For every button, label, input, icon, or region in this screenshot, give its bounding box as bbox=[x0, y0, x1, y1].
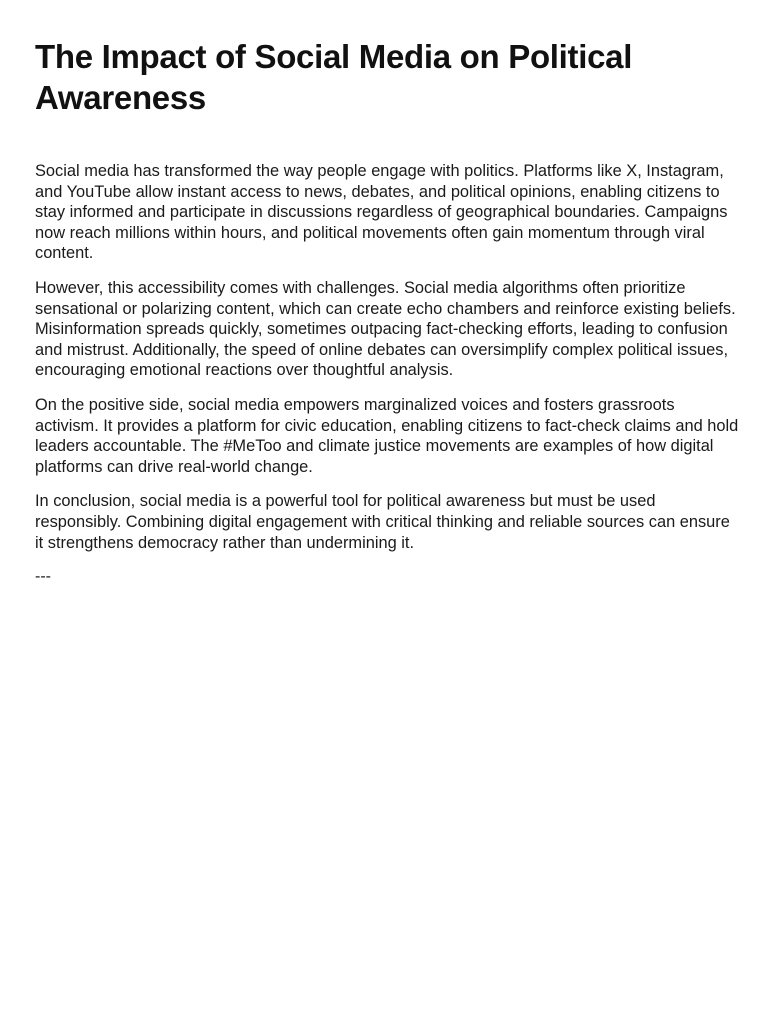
document-page bbox=[35, 36, 740, 587]
paragraph-positive-side: On the positive side, social media empowers marginalized voices and fosters grassroots activism. It provides a platform for civic education, enabling citizens to fact-check claims and hold leaders accountable. The #MeToo and climate justice movements are examples of how digital platforms can drive real-world change. bbox=[35, 395, 739, 476]
section-separator: --- bbox=[35, 568, 51, 586]
paragraph-challenges: However, this accessibility comes with challenges. Social media algorithms often prioritize sensational or polarizing content, which can create echo chambers and reinforce existing beliefs. Misinformation spreads quickly, sometimes outpacing fact-checking efforts, leading to confusion and mistrust. Additionally, the speed of online debates can oversimplify complex political issues, encouraging emotional reactions over thoughtful analysis. bbox=[35, 278, 736, 380]
paragraph-introduction: Social media has transformed the way people engage with politics. Platforms like X, Instagram, and YouTube allow instant access to news, debates, and political opinions, enabling citizens to stay informed and participate in discussions regardless of geographical boundaries. Campaigns now reach millions within hours, and political movements often gain momentum through viral content. bbox=[35, 162, 728, 263]
document-body bbox=[35, 161, 740, 587]
paragraph-conclusion: In conclusion, social media is a powerful tool for political awareness but must be used responsibly. Combining digital engagement with critical thinking and reliable sources can ensure it strengthens democracy rather than undermining it. bbox=[35, 492, 730, 552]
document-title: The Impact of Social Media on Political Awareness bbox=[35, 38, 633, 116]
